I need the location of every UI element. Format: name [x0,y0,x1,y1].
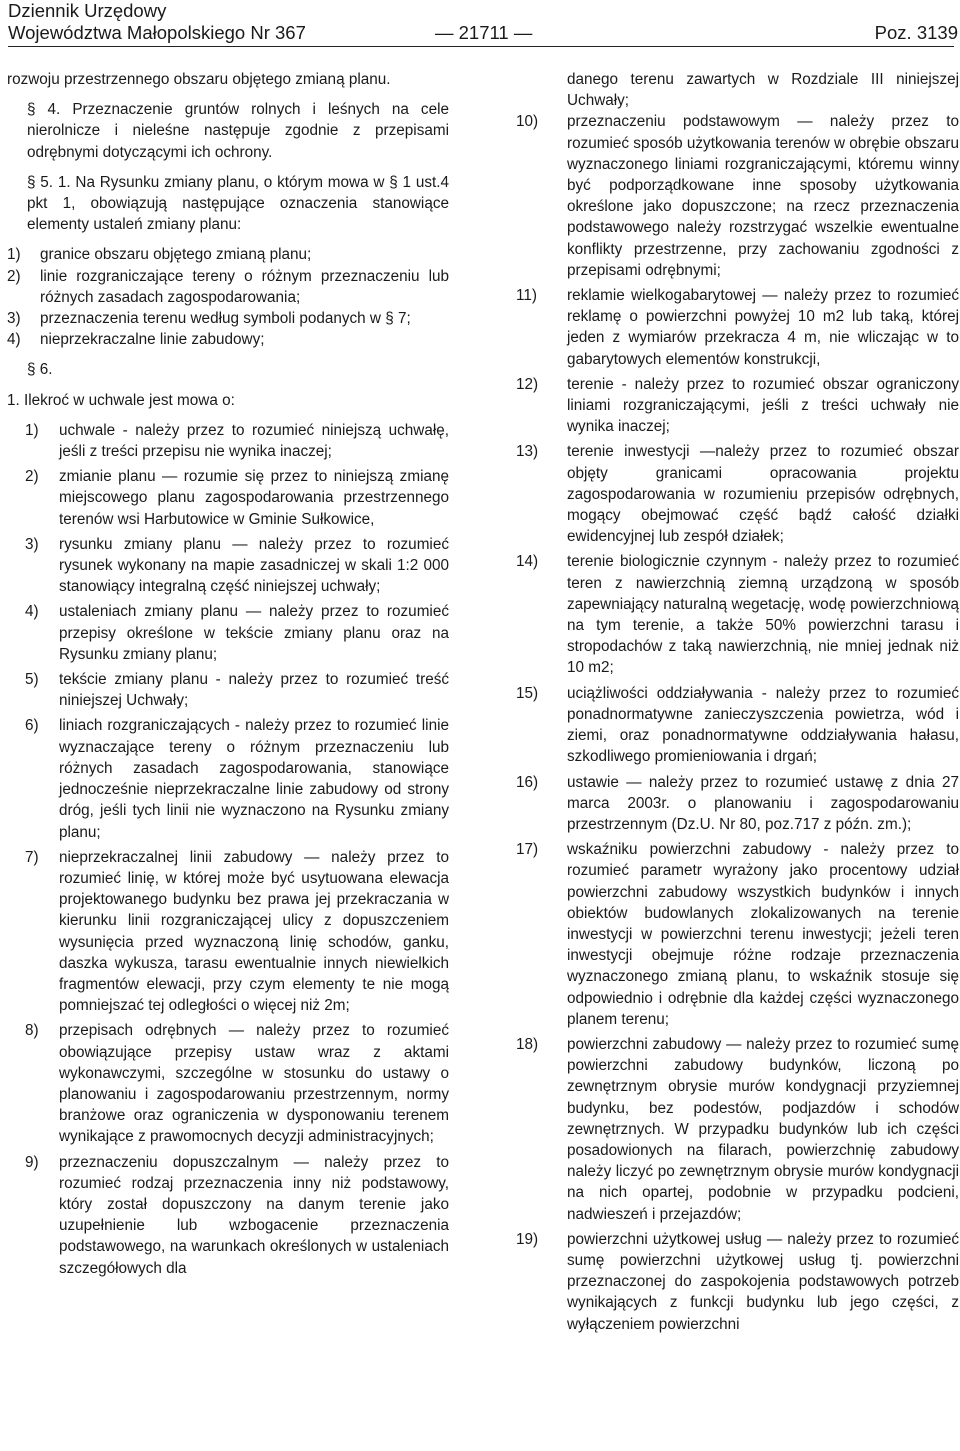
list-item-number: 13) [516,443,539,461]
list-item-text: zmianie planu — rozumie się przez to niniejszą zmianę miejscowego planu zagospodarowania przestrzennego terenów wsi Harbutowice w Gminie Sułkowice, [59,468,449,528]
list-item-number: 9) [25,1153,39,1171]
list-item-number: 3) [7,310,21,328]
list-item-number: 1) [7,246,21,264]
section-6-heading: § 6. [27,361,53,379]
list-item-text: nieprzekraczalne linie zabudowy; [40,331,265,349]
list-item [7,669,449,711]
list-item-number: 6) [25,717,39,735]
list-item-text: terenie biologicznie czynnym - należy przez to rozumieć teren z nawierzchnią ziemną urządzoną w sposób zapewniający naturalną wegetację, wodę powierzchniową na tym terenie, a także 50% powierzchni tarasu i stropodachów z taką nawierzchnią, nie mniej jednak niż 10 m2; [567,553,959,677]
list-item-number: 4) [25,603,39,621]
list-item [516,111,959,281]
list-item-number: 3) [25,535,39,553]
voivodeship-issue: Województwa Małopolskiego Nr 367 [8,22,306,43]
list-item-text: terenie inwestycji —należy przez to rozumieć obszar objęty granicami opracowania projektu zagospodarowania w rozumieniu przepisów odrębnych, mogący obejmować część bądź całość działki ewidencyjnej lub zespół działek; [567,443,959,546]
list-item [7,534,449,598]
list-item [516,1034,959,1225]
list-item [516,285,959,370]
list-item-number: 7) [25,848,39,866]
list-item-number: 5) [25,671,39,689]
list-item-number: 19) [516,1230,539,1248]
right-column [516,69,959,1335]
list-item-number: 18) [516,1035,539,1053]
list-item-text: rysunku zmiany planu — należy przez to rozumieć rysunek wykonany na mapie zasadniczej w skali 1:2 000 stanowiący integralną część niniejszej uchwały; [59,535,449,596]
list-item [7,420,449,462]
list-item-text: uciążliwości oddziaływania - należy przez to rozumieć ponadnormatywne zanieczyszczenia powietrza, wód i ziemi, oraz ponadnormatywne oddziaływania hałasu, szkodliwego promieniowania i drgań; [567,684,959,766]
section-6-lead: 1. Ilekroć w uchwale jest mowa o: [7,391,235,409]
list-item [516,772,959,836]
list-item-text: granice obszaru objętego zmianą planu; [40,246,312,264]
list-item-text: przeznaczeniu podstawowym — należy przez to rozumieć sposób użytkowania terenów w obrębie obszaru wyznaczonego liniami rozgraniczającymi, któremu winny być podporządkowane inne sposoby użytkowania określone jako dopuszczone; na rzecz przeznaczenia podstawowego należy rozstrzygać wszelkie ewentualne konflikty przestrzenne, przy zachowaniu zgodności z przepisami odrębnymi; [567,113,959,279]
list-item-text: tekście zmiany planu - należy przez to rozumieć treść niniejszej Uchwały; [59,671,449,710]
list-item-text: przeznaczenia terenu według symboli podanych w § 7; [40,310,411,328]
page-number: — 21711 — [435,22,533,43]
intro-paragraph: rozwoju przestrzennego obszaru objętego zmianą planu. [7,71,391,88]
list-item-number: 4) [7,331,21,349]
list-item-text: ustawie — należy przez to rozumieć ustawę z dnia 27 marca 2003r. o planowaniu i zagospodarowaniu przestrzennym (Dz.U. Nr 80, poz.717 z późn. zm.); [567,773,959,833]
list-item-number: 16) [516,773,539,791]
list-item-number: 11) [516,287,537,305]
list-item [516,441,959,547]
list-item-number: 17) [516,841,539,859]
header-divider [8,46,954,47]
list-item [516,1229,959,1335]
list-item-number: 2) [7,267,21,285]
list-item [7,308,449,329]
list-item-text: linie rozgraniczające tereny o różnym przeznaczeniu lub różnych zasadach zagospodarowania; [40,267,449,306]
left-column [7,69,449,1279]
list-item-text: powierzchni użytkowej usług — należy przez to rozumieć sumę powierzchni użytkowej usług tj. powierzchni przeznaczonej do zaspokojenia podstawowych potrzeb wynikających z funkcji budynku lub jego części, z wyłączeniem powierzchni [567,1230,959,1333]
list-item-number: 1) [25,421,39,439]
list-item-text: nieprzekraczalnej linii zabudowy — należy przez to rozumieć linię, w której może być usytuowana elewacja projektowanego budynku bez prawa jej przekraczania w kierunku linii rozgraniczającej ulicy z dopuszczeniem wysunięcia przed wyznaczoną linię schodów, ganku, daszka wykusza, tarasu ewentualnie innych niewielkich fragmentów elewacji, przy czym elementy te nie mogą pomniejszać tej odległości o więcej niż 2m; [59,848,449,1015]
list-item [516,683,959,768]
section-4-paragraph: § 4. Przeznaczenie gruntów rolnych i leśnych na cele nierolnicze i nieleśne następuje zgodnie z przepisami odrębnymi dotyczącymi ich ochrony. [27,101,449,161]
publication-title: Dziennik Urzędowy [8,0,167,21]
list-item-text: wskaźniku powierzchni zabudowy - należy przez to rozumieć parametr wyrażony jako procentowy udział powierzchni zabudowy wszystkich budynków i innych obiektów budowlanych zlokalizowanych na terenie inwestycji w powierzchni terenu inwestycji; jeżeli teren inwestycji obejmuje różne rodzaje przeznaczenia wyznaczonego zmianą planu, to wskaźnik stosuje się odpowiednio i odrębnie dla każdej części wyznaczonego planem terenu; [567,841,959,1028]
position-number: Poz. 3139 [874,22,958,43]
list-item-number: 8) [25,1022,39,1040]
list-item [7,466,449,530]
list-item-number: 10) [516,113,539,131]
list-item-text: liniach rozgraniczających - należy przez to rozumieć linie wyznaczające tereny o różnym przeznaczeniu lub różnych zasadach zagospodarowania, stanowiące jednocześnie nieprzekraczalne linie zabudowy od strony dróg, jeśli tych linii nie wyznaczono na Rysunku zmiany planu; [59,717,449,841]
list-item [7,1020,449,1147]
list-item [516,374,959,438]
list-item-number: 14) [516,553,539,571]
list-item [7,244,449,265]
list-item [7,847,449,1017]
list-item-text: powierzchni zabudowy — należy przez to rozumieć sumę powierzchni zabudowy budynków, liczoną po zewnętrznym obrysie murów kondygnacji przyziemnej budynku, bez podestów, podjazdów i schodów zewnętrznych. W przypadku budynków lub ich części posadowionych na filarach, powierzchnię zabudowy należy liczyć po zewnętrznym obrysie murów kondygnacji na nich opartej, podobnie w przypadku podcieni, nadwieszeń i przejazdów; [567,1035,959,1223]
list-item-text: przepisach odrębnych — należy przez to rozumieć obowiązujące przepisy ustaw wraz z aktami wykonawczymi, szczególne w stosunku do ustawy o planowaniu i zagospodarowaniu przestrzennym, normy branżowe oraz ograniczenia w dysponowaniu terenem wynikające z prawomocnych decyzji administracyjnych; [59,1022,449,1146]
list-item [7,601,449,665]
section-6-list [7,420,449,1279]
continuation-paragraph: danego terenu zawartych w Rozdziale III niniejszej Uchwały; [567,71,959,110]
page-header [8,0,958,44]
section-5-paragraph: § 5. 1. Na Rysunku zmiany planu, o którym mowa w § 1 ust.4 pkt 1, obowiązują następujące oznaczenia stanowiące elementy ustaleń zmiany planu: [27,173,449,234]
list-item-text: ustaleniach zmiany planu — należy przez to rozumieć przepisy określone w tekście zmiany planu oraz na Rysunku zmiany planu; [59,603,449,663]
list-item-number: 2) [25,468,39,486]
list-item [516,839,959,1030]
list-item [516,551,959,678]
list-item-text: przeznaczeniu dopuszczalnym — należy przez to rozumieć rodzaj przeznaczenia inny niż podstawowy, który został dopuszczony na danym terenie jako uzupełnienie lub wzbogacenie przeznaczenia podstawowego, na warunkach określonych w ustaleniach szczegółowych dla [59,1153,449,1277]
list-item [7,329,449,350]
list-item [7,1152,449,1279]
list-item-text: uchwale - należy przez to rozumieć niniejszą uchwałę, jeśli z treści przepisu nie wynika inaczej; [59,421,449,461]
section-5-list [7,244,449,350]
list-item-number: 15) [516,684,539,702]
list-item-number: 12) [516,375,539,393]
definitions-list [516,111,959,1334]
list-item [7,266,449,308]
list-item-text: reklamie wielkogabarytowej — należy przez to rozumieć reklamę o powierzchni powyżej 10 m2 lub taką, której jeden z wymiarów przekracza 4 m, nie wliczając w to gabarytowych elementów konstrukcji, [567,287,959,368]
list-item-text: terenie - należy przez to rozumieć obszar ograniczony liniami rozgraniczającymi, jeśli z treści uchwały nie wynika inaczej; [567,375,959,436]
list-item [7,715,449,842]
